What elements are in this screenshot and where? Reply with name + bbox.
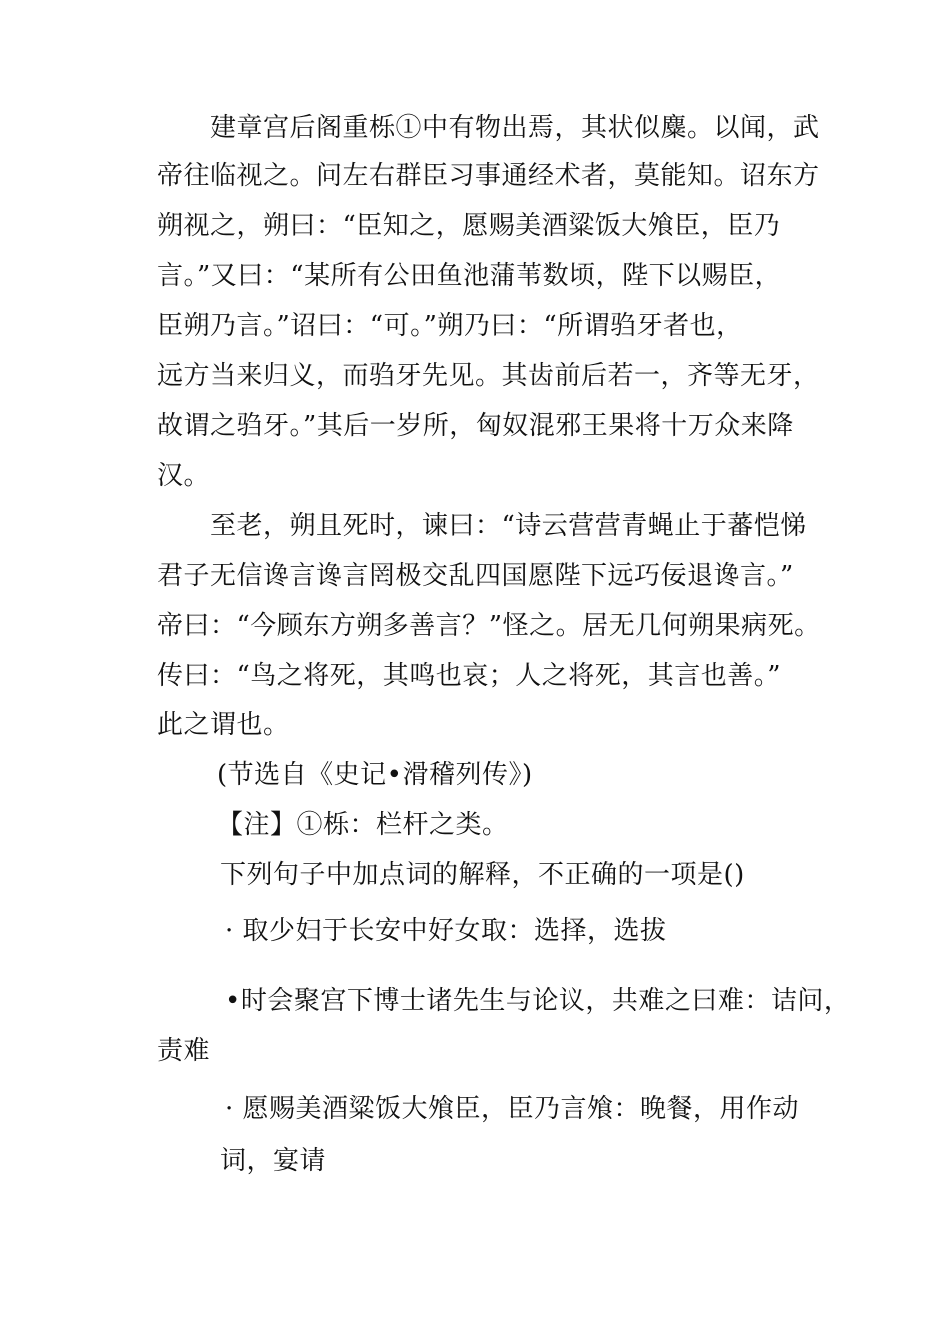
option-3-line-1: · 愿赐美酒粱饭大飧臣，臣乃言飧：晚餐，用作动: [225, 1094, 800, 1124]
paragraph1-line-1: 建章宫后阁重栎①中有物出焉，其状似麋。以闻，武: [210, 113, 820, 143]
paragraph1-line-5: 臣朔乃言。”诏曰：“可。”朔乃曰：“所谓驺牙者也，: [157, 311, 743, 341]
paragraph1-line-4: 言。”又曰：“某所有公田鱼池蒲苇数顷，陛下以赐臣，: [157, 261, 782, 291]
paragraph2-line-3: 帝曰：“今顾东方朔多善言？”怪之。居无几何朔果病死。: [157, 611, 821, 641]
option-3-line-2: 词，宴请: [220, 1146, 327, 1176]
paragraph1-line-3: 朔视之，朔曰：“臣知之，愿赐美酒粱饭大飧臣，臣乃: [157, 211, 781, 241]
paragraph1-line-2: 帝往临视之。问左右群臣习事通经术者，莫能知。诏东方: [157, 161, 820, 191]
option-2-line-1: •时会聚宫下博士诸先生与论议，共难之曰难：诘问，: [225, 986, 851, 1016]
paragraph2-line-1: 至老，朔且死时，谏曰：“诗云营营青蝇止于蕃恺悌: [210, 511, 807, 541]
paragraph1-line-6: 远方当来归义，而驺牙先见。其齿前后若一，齐等无牙，: [157, 361, 820, 391]
paragraph2-line-4: 传曰：“鸟之将死，其鸣也哀；人之将死，其言也善。”: [157, 661, 782, 691]
source-citation: (节选自《史记•滑稽列传》): [217, 760, 533, 790]
paragraph2-line-5: 此之谓也。: [157, 710, 290, 740]
paragraph1-line-7: 故谓之驺牙。”其后一岁所，匈奴混邪王果将十万众来降: [157, 411, 794, 441]
paragraph1-line-8: 汉。: [157, 461, 211, 491]
option-2-line-2: 责难: [157, 1036, 211, 1066]
footnote: 【注】①栎：栏杆之类。: [217, 810, 509, 840]
option-1: · 取少妇于长安中好女取：选择，选拔: [225, 916, 667, 946]
question-prompt: 下列句子中加点词的解释，不正确的一项是(): [220, 860, 745, 890]
paragraph2-line-2: 君子无信谗言谗言罔极交乱四国愿陛下远巧佞退谗言。”: [157, 561, 794, 591]
